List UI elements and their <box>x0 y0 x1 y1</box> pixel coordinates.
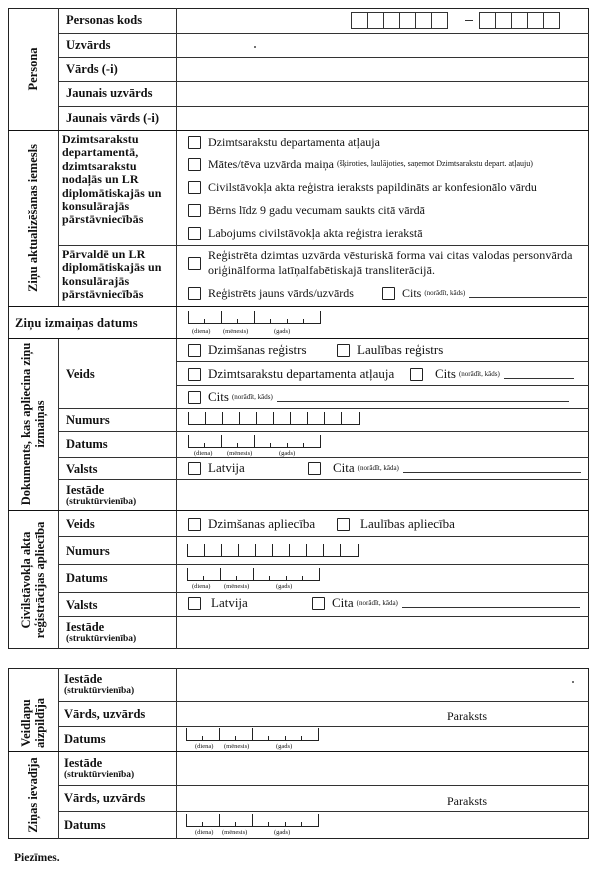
label-cert-number: Numurs <box>66 544 110 558</box>
divider <box>58 431 589 432</box>
scan-speck <box>572 681 574 683</box>
section-label-document: Dokuments, kas apliecina ziņu izmaiņas <box>19 342 47 506</box>
divider <box>58 408 589 409</box>
label-enterer-date: Datums <box>64 818 106 832</box>
divider <box>8 338 589 339</box>
checkbox-option-other[interactable]: Cits (norādīt, kāds) <box>188 390 569 404</box>
section-label-persona: Persona <box>26 47 40 91</box>
other-text-input[interactable] <box>504 369 574 379</box>
divider <box>8 306 589 307</box>
divider <box>58 726 589 727</box>
checkbox[interactable] <box>188 257 201 270</box>
label-surname: Uzvārds <box>66 38 111 52</box>
doc-number-input[interactable] <box>188 413 360 425</box>
checkbox[interactable] <box>188 391 201 404</box>
label-reason-group1: Dzimtsarakstu departamentā, dzimtsarakstu nodaļās un LR diplomātiskajās un konsulārajās pārstāvniecībās <box>62 132 162 227</box>
personal-code-part1-input[interactable] <box>352 12 448 29</box>
checkbox-option[interactable]: Latvija <box>188 461 245 475</box>
divider <box>58 668 59 839</box>
checkbox[interactable] <box>188 462 201 475</box>
checkbox-option[interactable]: Dzimšanas apliecība <box>188 517 315 531</box>
label-name: Vārds (-i) <box>66 62 118 76</box>
label-cert-country: Valsts <box>66 598 98 612</box>
checkbox[interactable] <box>312 597 325 610</box>
label-cert-type: Veids <box>66 517 95 531</box>
digit-cell[interactable] <box>383 12 400 29</box>
name-input[interactable] <box>177 58 588 81</box>
cert-date-input[interactable] <box>187 569 320 581</box>
other-country-input[interactable] <box>403 463 581 473</box>
section-label-filled-by: Veidlapu aizpildīja <box>19 698 47 749</box>
checkbox-option[interactable]: Dzimtsarakstu departamenta atļauja <box>188 135 380 149</box>
checkbox[interactable] <box>188 287 201 300</box>
digit-cell[interactable] <box>431 12 448 29</box>
label-doc-date: Datums <box>66 437 108 451</box>
checkbox[interactable] <box>308 462 321 475</box>
label-doc-type: Veids <box>66 367 95 381</box>
checkbox[interactable] <box>410 368 423 381</box>
label-filler-name: Vārds, uzvārds <box>64 707 146 721</box>
divider <box>58 245 589 246</box>
filler-name-input[interactable] <box>177 702 427 725</box>
checkbox-option[interactable]: Reģistrēts jauns vārds/uzvārds <box>188 286 354 300</box>
label-doc-institution: Iestāde (struktūrvienība) <box>66 483 137 507</box>
checkbox[interactable] <box>188 518 201 531</box>
filler-date-input[interactable] <box>186 729 319 741</box>
label-new-surname: Jaunais uzvārds <box>66 86 153 100</box>
divider <box>58 592 589 593</box>
checkbox-option[interactable]: Laulības reģistrs <box>337 343 443 357</box>
checkbox[interactable] <box>188 204 201 217</box>
doc-institution-input[interactable] <box>177 480 588 509</box>
label-cert-date: Datums <box>66 571 108 585</box>
divider <box>58 536 589 537</box>
checkbox-option[interactable]: Dzimšanas reģistrs <box>188 343 307 357</box>
signature-label: Paraksts <box>447 709 487 723</box>
checkbox[interactable] <box>188 597 201 610</box>
label-new-name: Jaunais vārds (-i) <box>66 111 160 125</box>
label-enterer-institution: Iestāde (struktūrvienība) <box>64 756 135 780</box>
divider <box>58 564 589 565</box>
checkbox[interactable] <box>382 287 395 300</box>
doc-date-input[interactable] <box>188 436 321 448</box>
checkbox-option-other[interactable]: Cits (norādīt, kāds) <box>410 367 574 381</box>
label-cert-institution: Iestāde (struktūrvienība) <box>66 620 137 644</box>
signature-label: Paraksts <box>447 794 487 808</box>
digit-cell[interactable] <box>415 12 432 29</box>
section-label-reason: Ziņu aktualizēšanas iemesls <box>26 144 40 292</box>
new-name-input[interactable] <box>177 107 588 130</box>
label-enterer-name: Vārds, uzvārds <box>64 791 146 805</box>
label-doc-country: Valsts <box>66 462 98 476</box>
checkbox-option-other[interactable]: Cita (norādīt, kāda) <box>312 596 580 610</box>
checkbox[interactable] <box>337 518 350 531</box>
divider <box>8 510 589 511</box>
scan-speck <box>254 46 256 48</box>
checkbox-option-other[interactable]: Cits (norādīt, kāds) <box>382 286 587 300</box>
checkbox[interactable] <box>188 368 201 381</box>
checkbox-option[interactable]: Latvija <box>188 596 248 610</box>
filler-institution-input[interactable] <box>177 669 588 700</box>
personal-code-part2-input[interactable] <box>480 12 560 29</box>
section-label-certificate: Civilstāvokļa akta reģistrācijas apliecība <box>19 521 47 639</box>
digit-cell[interactable] <box>527 12 544 29</box>
checkbox-option[interactable]: Laulības apliecība <box>337 517 455 531</box>
digit-cell[interactable] <box>495 12 512 29</box>
checkbox[interactable] <box>188 181 201 194</box>
other-country-input[interactable] <box>402 598 580 608</box>
checkbox-option[interactable]: Bērns līdz 9 gadu vecumam saukts citā vārdā <box>188 203 425 217</box>
checkbox[interactable] <box>188 227 201 240</box>
divider <box>58 457 589 458</box>
checkbox[interactable] <box>188 136 201 149</box>
divider <box>176 385 589 386</box>
checkbox[interactable] <box>337 344 350 357</box>
section-label-entered-by: Ziņas ievadīja <box>26 757 40 833</box>
enterer-institution-input[interactable] <box>177 752 588 784</box>
label-doc-number: Numurs <box>66 413 110 427</box>
label-reason-group2: Pārvaldē un LR diplomātiskajās un konsulārajās pārstāvniecībās <box>62 247 162 302</box>
divider <box>58 8 59 306</box>
cert-number-input[interactable] <box>187 545 359 557</box>
divider <box>58 811 589 812</box>
checkbox-option-other[interactable]: Cita (norādīt, kāda) <box>308 461 581 475</box>
divider <box>8 130 589 131</box>
digit-cell[interactable] <box>479 12 496 29</box>
divider <box>58 338 59 649</box>
checkbox-option[interactable]: Reģistrēta dzimtas uzvārda vēsturiskā forma vai citas valodas personvārda oriģinālforma latīņalfabētiskajā transliterācijā. <box>188 248 583 278</box>
label-filler-institution: Iestāde (struktūrvienība) <box>64 672 135 696</box>
change-date-input[interactable] <box>188 312 321 324</box>
enterer-name-input[interactable] <box>177 786 427 810</box>
label-personal-code: Personas kods <box>66 13 143 27</box>
digit-cell[interactable] <box>543 12 560 29</box>
enterer-date-input[interactable] <box>186 815 319 827</box>
digit-cell[interactable] <box>367 12 384 29</box>
personal-code-dash <box>465 20 473 21</box>
surname-input[interactable] <box>177 34 588 57</box>
digit-cell[interactable] <box>399 12 416 29</box>
digit-cell[interactable] <box>511 12 528 29</box>
other-text-input[interactable] <box>469 288 587 298</box>
digit-cell[interactable] <box>351 12 368 29</box>
cert-institution-input[interactable] <box>177 617 588 648</box>
divider <box>176 361 589 362</box>
label-change-date: Ziņu izmaiņas datums <box>15 316 138 330</box>
checkbox-option[interactable]: Labojums civilstāvokļa akta reģistra ierakstā <box>188 226 423 240</box>
checkbox[interactable] <box>188 344 201 357</box>
checkbox-option[interactable]: Civilstāvokļa akta reģistra ieraksts papildināts ar konfesionālo vārdu <box>188 180 537 194</box>
checkbox[interactable] <box>188 158 201 171</box>
checkbox-option[interactable]: Dzimtsarakstu departamenta atļauja <box>188 367 394 381</box>
notes-label: Piezīmes. <box>14 852 60 864</box>
new-surname-input[interactable] <box>177 82 588 105</box>
checkbox-option[interactable]: Mātes/tēva uzvārda maiņa (šķiroties, laulājoties, saņemot Dzimtsarakstu depart. atļauju) <box>188 157 533 171</box>
other-text-input[interactable] <box>277 392 569 402</box>
label-filler-date: Datums <box>64 732 106 746</box>
